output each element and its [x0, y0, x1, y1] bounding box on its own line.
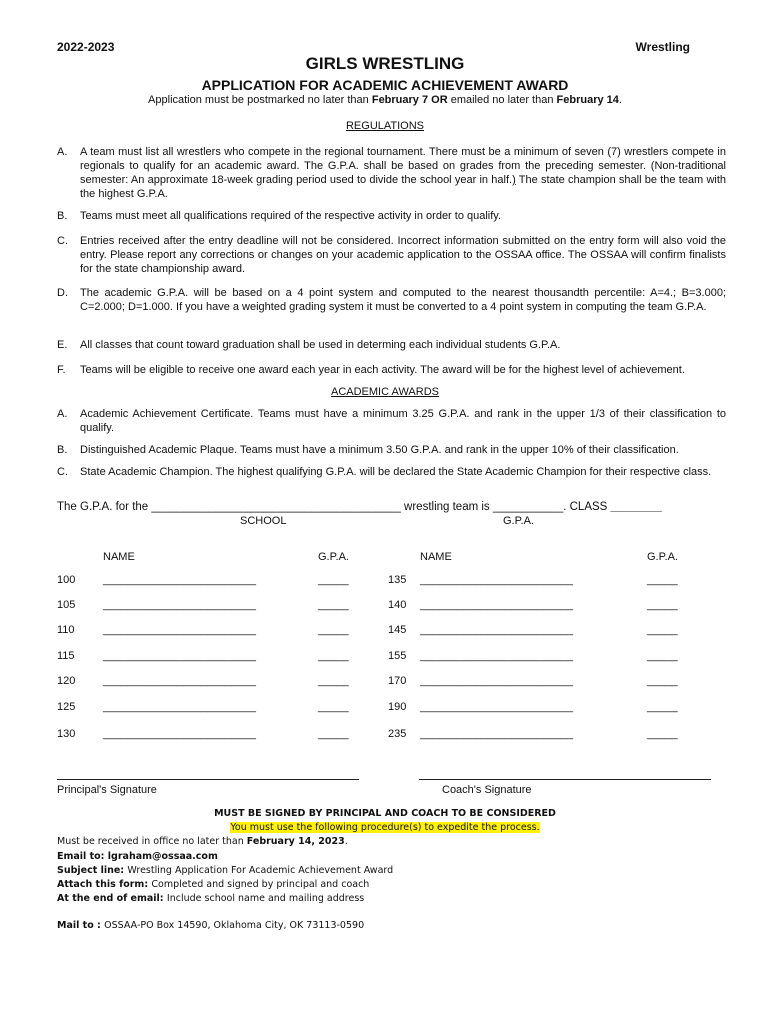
- regulation-text: Entries received after the entry deadline will not be considered. Incorrect information submitted on the entry form will also void the entry. Please report any corrections or changes on your academic application to the OSSAA office. The OSSAA will confirm finalists for the state championship award.: [80, 235, 726, 275]
- mail-address: OSSAA-PO Box 14590, Oklahoma City, OK 73113-0590: [104, 920, 365, 931]
- must-sign-notice: MUST BE SIGNED BY PRINCIPAL AND COACH TO BE CONSIDERED: [214, 808, 556, 819]
- subject-line: [57, 865, 393, 876]
- gpa-statement-mid: wrestling team is: [400, 501, 493, 513]
- wrestler-name-field[interactable]: _________________________: [420, 574, 573, 586]
- weight-class-label: 100: [57, 574, 76, 586]
- received-pre: Must be received in office no later than: [57, 836, 247, 847]
- weight-class-label: 170: [388, 675, 407, 687]
- wrestler-name-field[interactable]: _________________________: [420, 675, 573, 687]
- gpa-statement-pre: The G.P.A. for the: [57, 501, 152, 513]
- coach-signature-line[interactable]: [419, 779, 711, 780]
- wrestler-gpa-field[interactable]: _____: [647, 650, 678, 662]
- award-text: Distinguished Academic Plaque. Teams must have a minimum 3.50 G.P.A. and rank in the upper 10% of their classification.: [80, 444, 679, 456]
- wrestler-name-field[interactable]: _________________________: [420, 728, 573, 740]
- regulation-text-part: A team must list all wrestlers who compete in the regional tournament. There must be a minimum of seven (7) wrestlers compete in regionals to qualify for an academic award. The G.P.A. shall be based on grades from the preceding semester. (Non-traditional semester: An approximate 18-week grading period used to divide the school year in half.: [80, 146, 726, 186]
- wrestler-gpa-field[interactable]: _____: [647, 624, 678, 636]
- roster-name-header-right: NAME: [420, 551, 452, 563]
- weight-class-label: 130: [57, 728, 76, 740]
- regulation-text: All classes that count toward graduation shall be used in determing each individual students G.P.A.: [80, 339, 561, 351]
- subject-label: Subject line:: [57, 865, 128, 876]
- weight-class-label: 135: [388, 574, 407, 586]
- wrestler-name-field[interactable]: _________________________: [103, 650, 256, 662]
- gpa-caption: G.P.A.: [503, 515, 534, 527]
- regulation-text-underlined: ): [512, 174, 516, 186]
- attach-line: [57, 879, 369, 890]
- award-label: B.: [57, 444, 68, 456]
- weight-class-label: 140: [388, 599, 407, 611]
- end-label: At the end of email:: [57, 893, 167, 904]
- wrestler-gpa-field[interactable]: _____: [318, 624, 349, 636]
- gpa-statement: [57, 501, 662, 513]
- regulation-label: D.: [57, 287, 68, 299]
- roster-name-header-left: NAME: [103, 551, 135, 563]
- school-caption: SCHOOL: [240, 515, 287, 527]
- wrestler-gpa-field[interactable]: _____: [647, 701, 678, 713]
- regulation-label: A.: [57, 146, 68, 158]
- regulation-label: C.: [57, 235, 68, 247]
- procedure-highlight: You must use the following procedure(s) to expedite the process.: [230, 822, 540, 833]
- regulation-text: The academic G.P.A. will be based on a 4 point system and computed to the nearest thousandth percentile: A=4.; B=3.000; C=2.000; D=1.000. If you have a weighted grading system it must be converted to a 4 point system in computing the team G.P.A.: [80, 287, 726, 313]
- regulation-text: [80, 145, 726, 201]
- awards-heading: ACADEMIC AWARDS: [331, 386, 439, 398]
- wrestler-gpa-field[interactable]: _____: [318, 650, 349, 662]
- email-address-link[interactable]: lgraham@ossaa.com: [107, 851, 218, 862]
- principal-signature-label: Principal's Signature: [57, 784, 157, 796]
- wrestler-name-field[interactable]: _________________________: [420, 701, 573, 713]
- deadline-pre: Application must be postmarked no later than: [148, 94, 372, 106]
- award-text: Academic Achievement Certificate. Teams must have a minimum 3.25 G.P.A. and rank in the upper 1/3 of their classification to qualify.: [80, 408, 726, 434]
- deadline-end: .: [618, 94, 622, 106]
- school-name-field[interactable]: _______________________________________: [151, 501, 401, 513]
- mail-line: [57, 920, 364, 931]
- wrestler-name-field[interactable]: _________________________: [103, 728, 256, 740]
- wrestler-name-field[interactable]: _________________________: [420, 624, 573, 636]
- sport-name: Wrestling: [635, 40, 690, 54]
- deadline-mid: emailed no later than: [447, 94, 557, 106]
- deadline-date-email: February 14: [556, 94, 619, 106]
- class-field[interactable]: ________: [610, 501, 662, 513]
- wrestler-name-field[interactable]: _________________________: [103, 624, 256, 636]
- regulation-label: B.: [57, 210, 68, 222]
- end-value: Include school name and mailing address: [166, 893, 365, 904]
- roster-gpa-header-left: G.P.A.: [318, 551, 349, 563]
- wrestler-gpa-field[interactable]: _____: [318, 599, 349, 611]
- deadline-line: [0, 94, 770, 106]
- team-gpa-field[interactable]: ___________: [492, 501, 564, 513]
- email-label: Email to:: [57, 851, 108, 862]
- weight-class-label: 190: [388, 701, 407, 713]
- regulation-text: Teams will be eligible to receive one award each year in each activity. The award will be for the highest level of achievement.: [80, 364, 685, 376]
- wrestler-gpa-field[interactable]: _____: [318, 701, 349, 713]
- wrestler-gpa-field[interactable]: _____: [647, 675, 678, 687]
- wrestler-gpa-field[interactable]: _____: [318, 728, 349, 740]
- award-text: State Academic Champion. The highest qualifying G.P.A. will be declared the State Academic Champion for their respective class.: [80, 466, 712, 478]
- wrestler-gpa-field[interactable]: _____: [647, 728, 678, 740]
- received-date: February 14, 2023: [246, 836, 345, 847]
- wrestler-name-field[interactable]: _________________________: [103, 701, 256, 713]
- roster-gpa-header-right: G.P.A.: [647, 551, 678, 563]
- mail-label: Mail to :: [57, 920, 105, 931]
- end-of-email-line: [57, 893, 364, 904]
- subject-value: Wrestling Application For Academic Achievement Award: [127, 865, 394, 876]
- attach-value: Completed and signed by principal and coach: [151, 879, 370, 890]
- deadline-date-postmark: February 7 OR: [371, 94, 448, 106]
- weight-class-label: 235: [388, 728, 407, 740]
- coach-signature-label: Coach's Signature: [442, 784, 532, 796]
- regulation-text-part: The state champion shall be the team with the highest G.P.A.: [80, 174, 726, 200]
- received-end: .: [344, 836, 348, 847]
- award-label: A.: [57, 408, 68, 420]
- form-title: GIRLS WRESTLING: [305, 54, 465, 73]
- weight-class-label: 145: [388, 624, 407, 636]
- attach-label: Attach this form:: [57, 879, 152, 890]
- procedure-notice: [0, 822, 770, 833]
- weight-class-label: 105: [57, 599, 76, 611]
- regulation-text: Teams must meet all qualifications required of the respective activity in order to qualify.: [80, 210, 502, 222]
- weight-class-label: 125: [57, 701, 76, 713]
- form-subtitle: APPLICATION FOR ACADEMIC ACHIEVEMENT AWARD: [201, 77, 569, 93]
- wrestler-gpa-field[interactable]: _____: [318, 574, 349, 586]
- email-line: [57, 851, 218, 862]
- weight-class-label: 110: [57, 624, 75, 636]
- weight-class-label: 115: [57, 650, 75, 662]
- wrestler-name-field[interactable]: _________________________: [103, 675, 256, 687]
- wrestler-name-field[interactable]: _________________________: [420, 599, 573, 611]
- regulation-label: E.: [57, 339, 68, 351]
- regulations-heading: REGULATIONS: [345, 120, 425, 132]
- school-year: 2022-2023: [57, 40, 115, 54]
- wrestler-gpa-field[interactable]: _____: [318, 675, 349, 687]
- principal-signature-line[interactable]: [57, 779, 359, 780]
- wrestler-name-field[interactable]: _________________________: [103, 599, 256, 611]
- weight-class-label: 120: [57, 675, 76, 687]
- wrestler-name-field[interactable]: _________________________: [103, 574, 256, 586]
- received-deadline: [57, 836, 348, 847]
- regulation-label: F.: [57, 364, 66, 376]
- class-label: . CLASS: [563, 501, 611, 513]
- weight-class-label: 155: [388, 650, 407, 662]
- wrestler-gpa-field[interactable]: _____: [647, 599, 678, 611]
- award-label: C.: [57, 466, 68, 478]
- wrestler-gpa-field[interactable]: _____: [647, 574, 678, 586]
- wrestler-name-field[interactable]: _________________________: [420, 650, 573, 662]
